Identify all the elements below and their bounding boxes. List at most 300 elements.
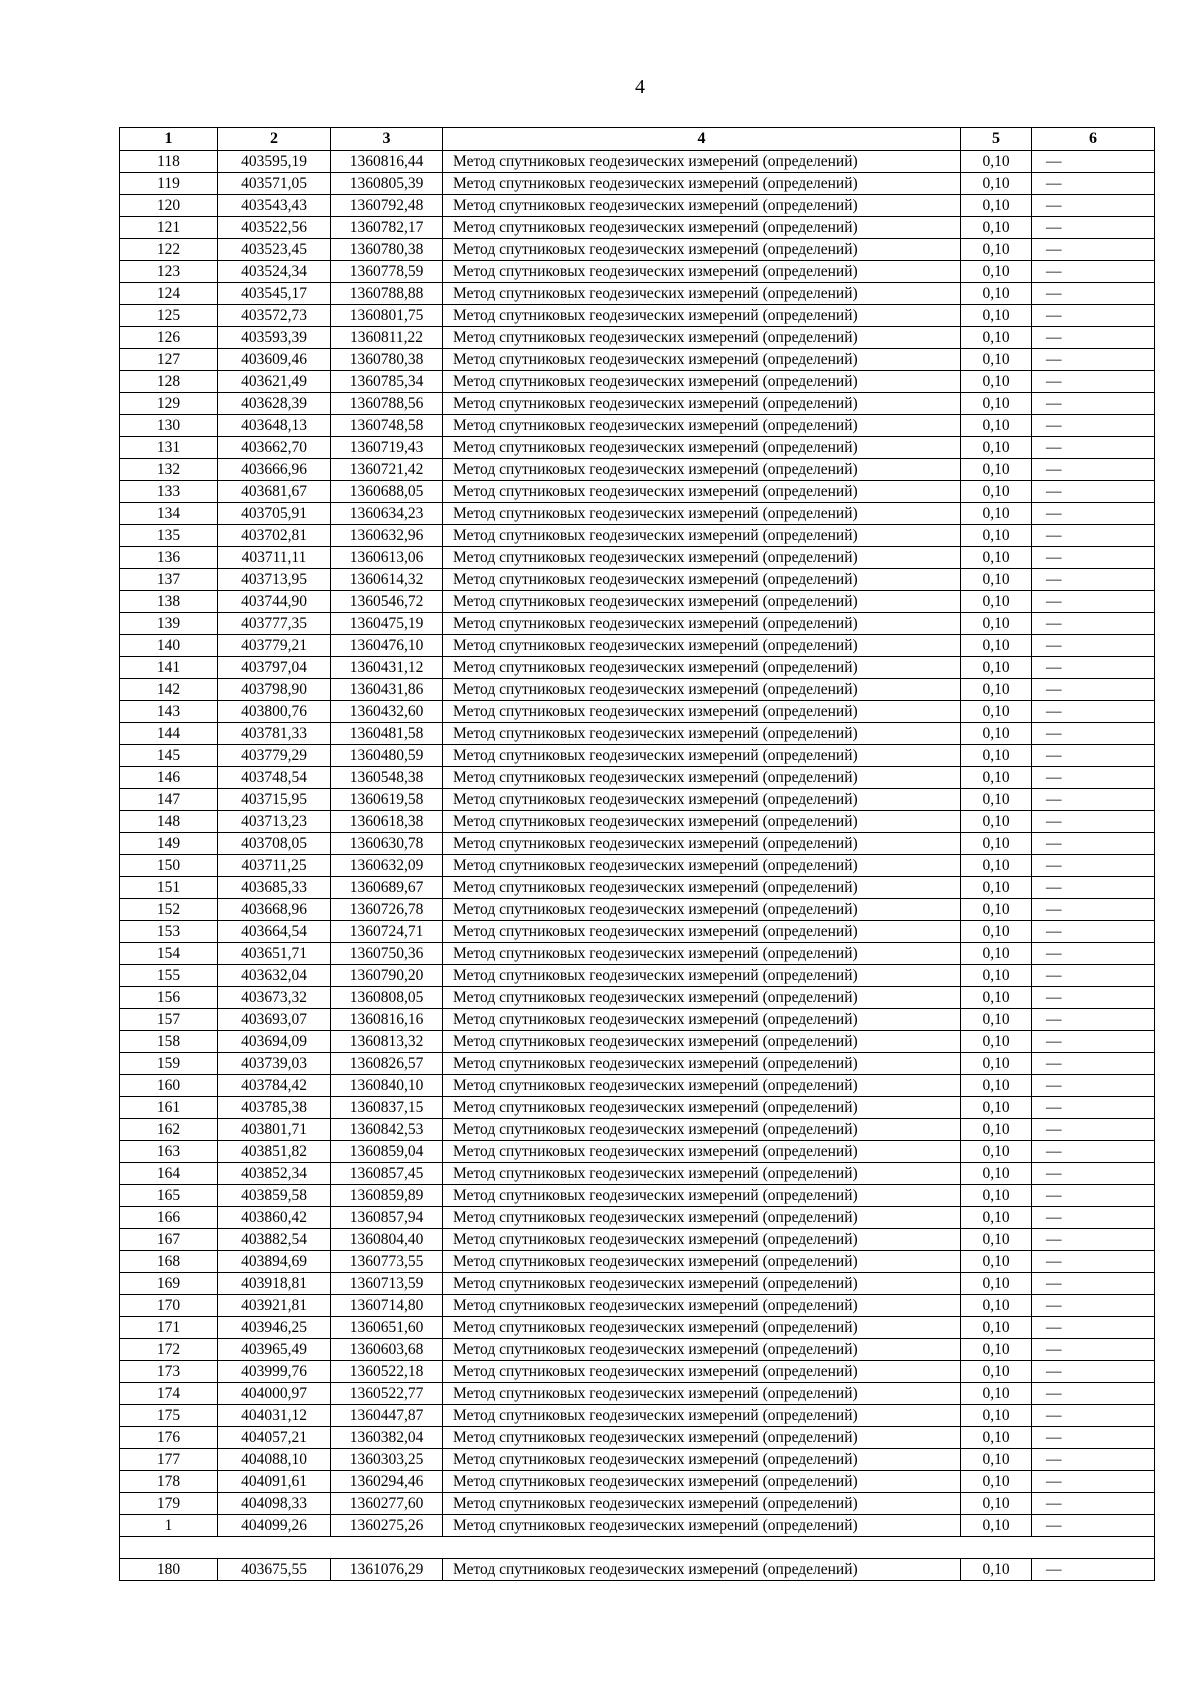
y-coordinate-cell: 1360546,72	[331, 591, 443, 613]
accuracy-cell: 0,10	[961, 459, 1032, 481]
note-cell: —	[1032, 1273, 1155, 1295]
point-number-cell: 118	[120, 151, 218, 173]
table-row	[120, 1295, 1155, 1317]
accuracy-cell: 0,10	[961, 305, 1032, 327]
point-number-cell: 131	[120, 437, 218, 459]
table-row	[120, 1185, 1155, 1207]
method-cell: Метод спутниковых геодезических измерений (определений)	[443, 877, 961, 899]
x-coordinate-cell: 403713,95	[218, 569, 331, 591]
table-row	[120, 1339, 1155, 1361]
table-row	[120, 943, 1155, 965]
point-number-cell: 126	[120, 327, 218, 349]
page-number: 4	[635, 76, 645, 98]
point-number-cell: 143	[120, 701, 218, 723]
accuracy-cell: 0,10	[961, 1317, 1032, 1339]
accuracy-cell: 0,10	[961, 1515, 1032, 1537]
method-cell: Метод спутниковых геодезических измерений (определений)	[443, 1361, 961, 1383]
y-coordinate-cell: 1360651,60	[331, 1317, 443, 1339]
note-cell: —	[1032, 1405, 1155, 1427]
point-number-cell: 165	[120, 1185, 218, 1207]
y-coordinate-cell: 1360480,59	[331, 745, 443, 767]
method-cell: Метод спутниковых геодезических измерений (определений)	[443, 261, 961, 283]
y-coordinate-cell: 1360813,32	[331, 1031, 443, 1053]
accuracy-cell: 0,10	[961, 1141, 1032, 1163]
x-coordinate-cell: 403523,45	[218, 239, 331, 261]
point-number-cell: 175	[120, 1405, 218, 1427]
y-coordinate-cell: 1360275,26	[331, 1515, 443, 1537]
accuracy-cell: 0,10	[961, 151, 1032, 173]
accuracy-cell: 0,10	[961, 613, 1032, 635]
note-cell: —	[1032, 921, 1155, 943]
y-coordinate-cell: 1360859,89	[331, 1185, 443, 1207]
point-number-cell: 124	[120, 283, 218, 305]
x-coordinate-cell: 403801,71	[218, 1119, 331, 1141]
method-cell: Метод спутниковых геодезических измерений (определений)	[443, 217, 961, 239]
accuracy-cell: 0,10	[961, 239, 1032, 261]
point-number-cell: 123	[120, 261, 218, 283]
y-coordinate-cell: 1360778,59	[331, 261, 443, 283]
y-coordinate-cell: 1360630,78	[331, 833, 443, 855]
note-cell: —	[1032, 393, 1155, 415]
accuracy-cell: 0,10	[961, 921, 1032, 943]
accuracy-cell: 0,10	[961, 1251, 1032, 1273]
x-coordinate-cell: 404000,97	[218, 1383, 331, 1405]
table-row	[120, 657, 1155, 679]
point-number-cell: 145	[120, 745, 218, 767]
x-coordinate-cell: 403705,91	[218, 503, 331, 525]
accuracy-cell: 0,10	[961, 349, 1032, 371]
table-row	[120, 877, 1155, 899]
accuracy-cell: 0,10	[961, 1273, 1032, 1295]
note-cell: —	[1032, 811, 1155, 833]
accuracy-cell: 0,10	[961, 1009, 1032, 1031]
method-cell: Метод спутниковых геодезических измерений (определений)	[443, 173, 961, 195]
table-row	[120, 767, 1155, 789]
note-cell: —	[1032, 437, 1155, 459]
accuracy-cell: 0,10	[961, 1405, 1032, 1427]
method-cell: Метод спутниковых геодезических измерений (определений)	[443, 701, 961, 723]
coordinates-table	[119, 127, 1155, 1581]
y-coordinate-cell: 1360619,58	[331, 789, 443, 811]
x-coordinate-cell: 403921,81	[218, 1295, 331, 1317]
table-row	[120, 1141, 1155, 1163]
note-cell: —	[1032, 789, 1155, 811]
x-coordinate-cell: 403668,96	[218, 899, 331, 921]
method-cell: Метод спутниковых геодезических измерений (определений)	[443, 305, 961, 327]
note-cell: —	[1032, 459, 1155, 481]
table-row	[120, 261, 1155, 283]
y-coordinate-cell: 1360804,40	[331, 1229, 443, 1251]
table-row	[120, 1361, 1155, 1383]
note-cell: —	[1032, 591, 1155, 613]
note-cell: —	[1032, 151, 1155, 173]
x-coordinate-cell: 403711,11	[218, 547, 331, 569]
method-cell: Метод спутниковых геодезических измерений (определений)	[443, 1383, 961, 1405]
note-cell: —	[1032, 1163, 1155, 1185]
x-coordinate-cell: 403739,03	[218, 1053, 331, 1075]
y-coordinate-cell: 1360792,48	[331, 195, 443, 217]
method-cell: Метод спутниковых геодезических измерений (определений)	[443, 745, 961, 767]
y-coordinate-cell: 1360294,46	[331, 1471, 443, 1493]
y-coordinate-cell: 1360780,38	[331, 349, 443, 371]
y-coordinate-cell: 1360614,32	[331, 569, 443, 591]
table-row	[120, 481, 1155, 503]
point-number-cell: 139	[120, 613, 218, 635]
accuracy-cell: 0,10	[961, 1097, 1032, 1119]
point-number-cell: 150	[120, 855, 218, 877]
table-row	[120, 525, 1155, 547]
x-coordinate-cell: 403965,49	[218, 1339, 331, 1361]
note-cell: —	[1032, 899, 1155, 921]
accuracy-cell: 0,10	[961, 503, 1032, 525]
point-number-cell: 130	[120, 415, 218, 437]
method-cell: Метод спутниковых геодезических измерений (определений)	[443, 1119, 961, 1141]
accuracy-cell: 0,10	[961, 283, 1032, 305]
column-header: 6	[1032, 128, 1155, 151]
accuracy-cell: 0,10	[961, 547, 1032, 569]
note-cell: —	[1032, 855, 1155, 877]
y-coordinate-cell: 1360632,96	[331, 525, 443, 547]
method-cell: Метод спутниковых геодезических измерений (определений)	[443, 789, 961, 811]
method-cell: Метод спутниковых геодезических измерений (определений)	[443, 1317, 961, 1339]
y-coordinate-cell: 1360750,36	[331, 943, 443, 965]
note-cell: —	[1032, 305, 1155, 327]
note-cell: —	[1032, 1119, 1155, 1141]
note-cell: —	[1032, 525, 1155, 547]
table-row	[120, 1119, 1155, 1141]
y-coordinate-cell: 1360432,60	[331, 701, 443, 723]
table-row	[120, 1559, 1155, 1581]
y-coordinate-cell: 1360476,10	[331, 635, 443, 657]
method-cell: Метод спутниковых геодезических измерений (определений)	[443, 1471, 961, 1493]
point-number-cell: 160	[120, 1075, 218, 1097]
x-coordinate-cell: 403708,05	[218, 833, 331, 855]
table-row	[120, 613, 1155, 635]
accuracy-cell: 0,10	[961, 1471, 1032, 1493]
table-row	[120, 701, 1155, 723]
y-coordinate-cell: 1360773,55	[331, 1251, 443, 1273]
method-cell: Метод спутниковых геодезических измерений (определений)	[443, 1273, 961, 1295]
point-number-cell: 121	[120, 217, 218, 239]
accuracy-cell: 0,10	[961, 1075, 1032, 1097]
column-header: 3	[331, 128, 443, 151]
point-number-cell: 133	[120, 481, 218, 503]
accuracy-cell: 0,10	[961, 415, 1032, 437]
accuracy-cell: 0,10	[961, 1229, 1032, 1251]
x-coordinate-cell: 403681,67	[218, 481, 331, 503]
accuracy-cell: 0,10	[961, 591, 1032, 613]
note-cell: —	[1032, 283, 1155, 305]
method-cell: Метод спутниковых геодезических измерений (определений)	[443, 371, 961, 393]
point-number-cell: 138	[120, 591, 218, 613]
x-coordinate-cell: 403694,09	[218, 1031, 331, 1053]
note-cell: —	[1032, 173, 1155, 195]
x-coordinate-cell: 403713,23	[218, 811, 331, 833]
accuracy-cell: 0,10	[961, 679, 1032, 701]
y-coordinate-cell: 1360481,58	[331, 723, 443, 745]
x-coordinate-cell: 403852,34	[218, 1163, 331, 1185]
accuracy-cell: 0,10	[961, 789, 1032, 811]
x-coordinate-cell: 403894,69	[218, 1251, 331, 1273]
method-cell: Метод спутниковых геодезических измерений (определений)	[443, 569, 961, 591]
note-cell: —	[1032, 1317, 1155, 1339]
method-cell: Метод спутниковых геодезических измерений (определений)	[443, 723, 961, 745]
table-row	[120, 1515, 1155, 1537]
note-cell: —	[1032, 767, 1155, 789]
note-cell: —	[1032, 261, 1155, 283]
accuracy-cell: 0,10	[961, 943, 1032, 965]
method-cell: Метод спутниковых геодезических измерений (определений)	[443, 1427, 961, 1449]
table-row	[120, 899, 1155, 921]
point-number-cell: 154	[120, 943, 218, 965]
point-number-cell: 152	[120, 899, 218, 921]
y-coordinate-cell: 1360522,77	[331, 1383, 443, 1405]
accuracy-cell: 0,10	[961, 701, 1032, 723]
table-row	[120, 1251, 1155, 1273]
y-coordinate-cell: 1360719,43	[331, 437, 443, 459]
table-row	[120, 723, 1155, 745]
point-number-cell: 155	[120, 965, 218, 987]
note-cell: —	[1032, 1075, 1155, 1097]
method-cell: Метод спутниковых геодезических измерений (определений)	[443, 767, 961, 789]
method-cell: Метод спутниковых геодезических измерений (определений)	[443, 855, 961, 877]
point-number-cell: 176	[120, 1427, 218, 1449]
y-coordinate-cell: 1360726,78	[331, 899, 443, 921]
y-coordinate-cell: 1360634,23	[331, 503, 443, 525]
accuracy-cell: 0,10	[961, 1559, 1032, 1581]
table-row	[120, 1097, 1155, 1119]
accuracy-cell: 0,10	[961, 987, 1032, 1009]
method-cell: Метод спутниковых геодезических измерений (определений)	[443, 987, 961, 1009]
table-row	[120, 1229, 1155, 1251]
x-coordinate-cell: 403918,81	[218, 1273, 331, 1295]
point-number-cell: 125	[120, 305, 218, 327]
point-number-cell: 171	[120, 1317, 218, 1339]
point-number-cell: 146	[120, 767, 218, 789]
accuracy-cell: 0,10	[961, 811, 1032, 833]
method-cell: Метод спутниковых геодезических измерений (определений)	[443, 591, 961, 613]
accuracy-cell: 0,10	[961, 833, 1032, 855]
table-row	[120, 1053, 1155, 1075]
column-header: 1	[120, 128, 218, 151]
accuracy-cell: 0,10	[961, 1053, 1032, 1075]
x-coordinate-cell: 403711,25	[218, 855, 331, 877]
x-coordinate-cell: 403609,46	[218, 349, 331, 371]
note-cell: —	[1032, 1383, 1155, 1405]
method-cell: Метод спутниковых геодезических измерений (определений)	[443, 657, 961, 679]
x-coordinate-cell: 404098,33	[218, 1493, 331, 1515]
accuracy-cell: 0,10	[961, 723, 1032, 745]
method-cell: Метод спутниковых геодезических измерений (определений)	[443, 1031, 961, 1053]
table-row	[120, 305, 1155, 327]
note-cell: —	[1032, 635, 1155, 657]
accuracy-cell: 0,10	[961, 635, 1032, 657]
table-row	[120, 987, 1155, 1009]
x-coordinate-cell: 403545,17	[218, 283, 331, 305]
x-coordinate-cell: 403785,38	[218, 1097, 331, 1119]
method-cell: Метод спутниковых геодезических измерений (определений)	[443, 437, 961, 459]
note-cell: —	[1032, 1251, 1155, 1273]
note-cell: —	[1032, 1031, 1155, 1053]
y-coordinate-cell: 1360713,59	[331, 1273, 443, 1295]
method-cell: Метод спутниковых геодезических измерений (определений)	[443, 1559, 961, 1581]
point-number-cell: 132	[120, 459, 218, 481]
table-row	[120, 239, 1155, 261]
x-coordinate-cell: 403632,04	[218, 965, 331, 987]
accuracy-cell: 0,10	[961, 899, 1032, 921]
note-cell: —	[1032, 481, 1155, 503]
point-number-cell: 127	[120, 349, 218, 371]
accuracy-cell: 0,10	[961, 1383, 1032, 1405]
y-coordinate-cell: 1360277,60	[331, 1493, 443, 1515]
table-row	[120, 393, 1155, 415]
table-row	[120, 1207, 1155, 1229]
y-coordinate-cell: 1360808,05	[331, 987, 443, 1009]
accuracy-cell: 0,10	[961, 1361, 1032, 1383]
method-cell: Метод спутниковых геодезических измерений (определений)	[443, 965, 961, 987]
point-number-cell: 177	[120, 1449, 218, 1471]
method-cell: Метод спутниковых геодезических измерений (определений)	[443, 327, 961, 349]
point-number-cell: 144	[120, 723, 218, 745]
table-row	[120, 591, 1155, 613]
accuracy-cell: 0,10	[961, 657, 1032, 679]
point-number-cell: 129	[120, 393, 218, 415]
method-cell: Метод спутниковых геодезических измерений (определений)	[443, 921, 961, 943]
accuracy-cell: 0,10	[961, 877, 1032, 899]
method-cell: Метод спутниковых геодезических измерений (определений)	[443, 481, 961, 503]
note-cell: —	[1032, 349, 1155, 371]
point-number-cell: 151	[120, 877, 218, 899]
y-coordinate-cell: 1360447,87	[331, 1405, 443, 1427]
note-cell: —	[1032, 1009, 1155, 1031]
y-coordinate-cell: 1360857,45	[331, 1163, 443, 1185]
y-coordinate-cell: 1360714,80	[331, 1295, 443, 1317]
table-row	[120, 503, 1155, 525]
point-number-cell: 149	[120, 833, 218, 855]
note-cell: —	[1032, 569, 1155, 591]
method-cell: Метод спутниковых геодезических измерений (определений)	[443, 1053, 961, 1075]
method-cell: Метод спутниковых геодезических измерений (определений)	[443, 613, 961, 635]
table-row	[120, 371, 1155, 393]
y-coordinate-cell: 1360632,09	[331, 855, 443, 877]
note-cell: —	[1032, 217, 1155, 239]
note-cell: —	[1032, 1053, 1155, 1075]
method-cell: Метод спутниковых геодезических измерений (определений)	[443, 1141, 961, 1163]
table-row	[120, 965, 1155, 987]
method-cell: Метод спутниковых геодезических измерений (определений)	[443, 1515, 961, 1537]
x-coordinate-cell: 404099,26	[218, 1515, 331, 1537]
accuracy-cell: 0,10	[961, 1185, 1032, 1207]
note-cell: —	[1032, 943, 1155, 965]
x-coordinate-cell: 403571,05	[218, 173, 331, 195]
point-number-cell: 1	[120, 1515, 218, 1537]
accuracy-cell: 0,10	[961, 217, 1032, 239]
x-coordinate-cell: 404031,12	[218, 1405, 331, 1427]
point-number-cell: 158	[120, 1031, 218, 1053]
accuracy-cell: 0,10	[961, 1031, 1032, 1053]
table-row	[120, 1493, 1155, 1515]
method-cell: Метод спутниковых геодезических измерений (определений)	[443, 151, 961, 173]
column-header: 2	[218, 128, 331, 151]
y-coordinate-cell: 1360816,44	[331, 151, 443, 173]
accuracy-cell: 0,10	[961, 371, 1032, 393]
method-cell: Метод спутниковых геодезических измерений (определений)	[443, 899, 961, 921]
accuracy-cell: 0,10	[961, 767, 1032, 789]
table-row	[120, 459, 1155, 481]
point-number-cell: 122	[120, 239, 218, 261]
point-number-cell: 170	[120, 1295, 218, 1317]
accuracy-cell: 0,10	[961, 855, 1032, 877]
y-coordinate-cell: 1360826,57	[331, 1053, 443, 1075]
table-row	[120, 1449, 1155, 1471]
point-number-cell: 153	[120, 921, 218, 943]
method-cell: Метод спутниковых геодезических измерений (определений)	[443, 283, 961, 305]
table-row	[120, 173, 1155, 195]
table-row	[120, 547, 1155, 569]
note-cell: —	[1032, 1471, 1155, 1493]
accuracy-cell: 0,10	[961, 965, 1032, 987]
point-number-cell: 180	[120, 1559, 218, 1581]
point-number-cell: 119	[120, 173, 218, 195]
column-header: 4	[443, 128, 961, 151]
note-cell: —	[1032, 965, 1155, 987]
method-cell: Метод спутниковых геодезических измерений (определений)	[443, 503, 961, 525]
table-row	[120, 1009, 1155, 1031]
method-cell: Метод спутниковых геодезических измерений (определений)	[443, 349, 961, 371]
table-row	[120, 1427, 1155, 1449]
method-cell: Метод спутниковых геодезических измерений (определений)	[443, 1405, 961, 1427]
y-coordinate-cell: 1360618,38	[331, 811, 443, 833]
method-cell: Метод спутниковых геодезических измерений (определений)	[443, 1339, 961, 1361]
note-cell: —	[1032, 1229, 1155, 1251]
point-number-cell: 162	[120, 1119, 218, 1141]
table-row	[120, 415, 1155, 437]
note-cell: —	[1032, 1207, 1155, 1229]
x-coordinate-cell: 403715,95	[218, 789, 331, 811]
y-coordinate-cell: 1360724,71	[331, 921, 443, 943]
point-number-cell: 169	[120, 1273, 218, 1295]
x-coordinate-cell: 403595,19	[218, 151, 331, 173]
method-cell: Метод спутниковых геодезических измерений (определений)	[443, 1295, 961, 1317]
x-coordinate-cell: 403651,71	[218, 943, 331, 965]
point-number-cell: 148	[120, 811, 218, 833]
point-number-cell: 166	[120, 1207, 218, 1229]
table-row	[120, 1273, 1155, 1295]
point-number-cell: 159	[120, 1053, 218, 1075]
y-coordinate-cell: 1360613,06	[331, 547, 443, 569]
y-coordinate-cell: 1360603,68	[331, 1339, 443, 1361]
y-coordinate-cell: 1361076,29	[331, 1559, 443, 1581]
accuracy-cell: 0,10	[961, 745, 1032, 767]
x-coordinate-cell: 403777,35	[218, 613, 331, 635]
y-coordinate-cell: 1360748,58	[331, 415, 443, 437]
x-coordinate-cell: 403946,25	[218, 1317, 331, 1339]
method-cell: Метод спутниковых геодезических измерений (определений)	[443, 547, 961, 569]
note-cell: —	[1032, 1493, 1155, 1515]
x-coordinate-cell: 403662,70	[218, 437, 331, 459]
table-row	[120, 811, 1155, 833]
table-row	[120, 921, 1155, 943]
x-coordinate-cell: 403781,33	[218, 723, 331, 745]
table-row	[120, 349, 1155, 371]
table-row	[120, 1075, 1155, 1097]
accuracy-cell: 0,10	[961, 1163, 1032, 1185]
x-coordinate-cell: 403666,96	[218, 459, 331, 481]
method-cell: Метод спутниковых геодезических измерений (определений)	[443, 459, 961, 481]
table-row	[120, 855, 1155, 877]
x-coordinate-cell: 403702,81	[218, 525, 331, 547]
method-cell: Метод спутниковых геодезических измерений (определений)	[443, 1009, 961, 1031]
